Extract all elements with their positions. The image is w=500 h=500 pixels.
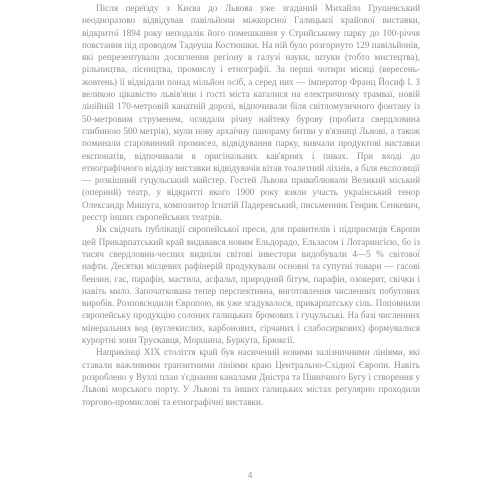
body-text (82, 2, 420, 408)
page-number: 4 (247, 470, 253, 480)
paragraph-3: Наприкінці XIX століття край був насичений новими залізничними лініями, які ставали важливими транзитними лініями краю Центрально-Східної Європи. Навіть розроблено у Вузлі план з'єднання каналами Дністра та Північного Бугу і створення у Львові морського порту. У Львові та інших галицьких містах регулярно проходили торгово-промислові та етнографічні виставки. (82, 347, 420, 407)
paragraph-1: Після переїзду з Києва до Львова уже згаданий Михайло Грушевський неодноразово відвідував павільйони міжкорсної Галицької крайової виставки, відкритої 1894 року неподалік його помешкання у Стрийському парку до 100-річчя повстання під проводом Тадеуша Костюшки. На ній було розгорнуто 129 павільйонів, які репрезентували досягнення регіону в галузі науки, штуки (тобто мистецтва), рільництва, лісництва, промислу і етнографії. За перші чотири місяці (вересень-жовтень) її відвідали понад мільйон осіб, а серед них — імператор Франц Йосиф І. З великою цікавістю львів'яни і гості міста каталися на електричному трамваї, новій лінійній 170-метровій канатній дорозі, відпочивали біля світломузичного фонтану із 50-метровим струменем, оглядали річну найтеку бурову (пробита свердловина глибиною 500 метрів), мули нову архаїчну панораму битви у в'язниці Львові, а також поминали старовинний промисел, відвідування парку, вивчали продуктові виставки експонатів, відпочивали в оригінальних кав'ярнях і пивах. При вході до етнографічного відділу виставки відвідувачів вітав тоалетний ліхнік, а біля експозиції — розкішний гуцульський майстер. Гостей Львова приваблювали Великий міський (оперний) театр, у відкритті якого 1900 року взяли участь український тенор Олександр Мишуга, композитор Ігнатій Падеревський, письменник Генрик Сенкевич, реєстр інших європейських театрів. (82, 3, 420, 223)
paragraph-2: Як свідчать публікації європейської преси, для правителів і підприємців Європи цей Прикарпатський край видавався новим Ельдорадо, Ельзасом і Лотарингією, бо із тисяч свердловин-чесних видніли світові інвестори видобували 4—5 % світової нафти. Десятки місцевих рафінерій продукували основні та супутні товари — гасові бензин, гас, парафін, мастила, асфальт, природний бітум, парафін, озокерит, свічки і навіть мило. Започаткована тепер перспективна, виготовлення численних побутових виробів. Розповсюдили Європою, як уже згадувалося, прикарпатську сіль. Поповнили європейську продукцію солоних галицьких бромових і гуцульські. На базі численних мінеральних вод (вуглекислих, карбонових, сірчаних і слабосиркових) формувалися курортні зони Трускавця, Моршина, Буркута, Брюксії. (82, 224, 420, 346)
